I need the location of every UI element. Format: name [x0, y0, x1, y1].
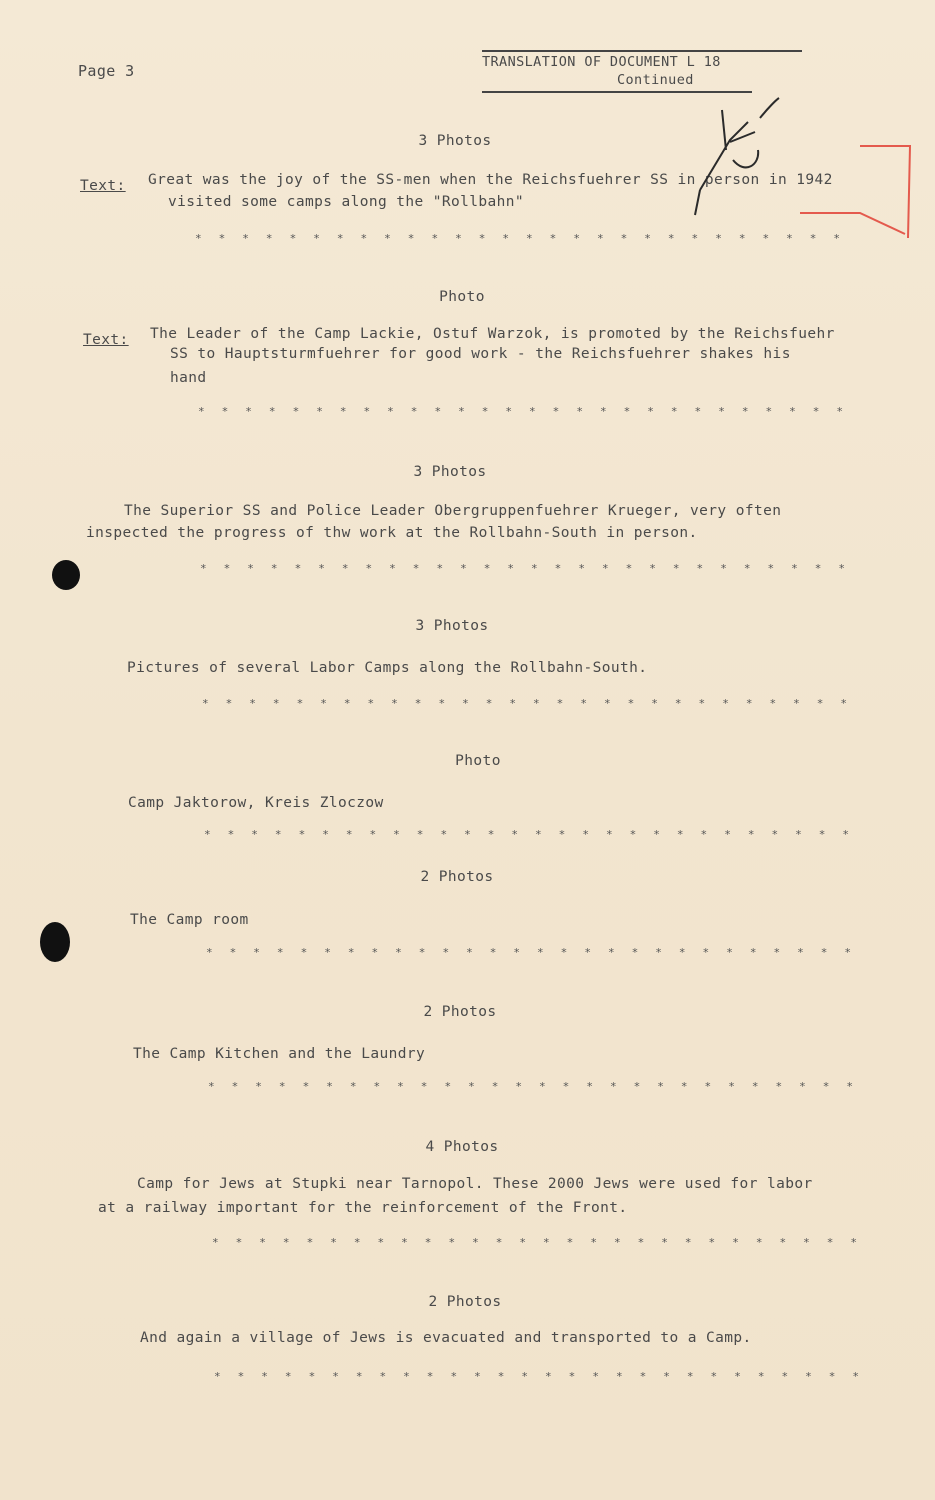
header-top-rule: [482, 50, 802, 52]
section-7-heading: 2 Photos: [423, 1004, 497, 1020]
section-7-line-1: The Camp Kitchen and the Laundry: [133, 1046, 426, 1062]
section-5-heading: Photo: [455, 753, 501, 769]
section-4-line-1: Pictures of several Labor Camps along the Rollbahn-South.: [127, 660, 648, 676]
section-1-heading: 3 Photos: [418, 133, 492, 149]
separator-6: * * * * * * * * * * * * * * * * * * * * * * * * * * * *: [206, 946, 857, 959]
section-3-heading: 3 Photos: [413, 464, 487, 480]
section-8-heading: 4 Photos: [425, 1139, 499, 1155]
separator-7: * * * * * * * * * * * * * * * * * * * * * * * * * * * *: [208, 1080, 859, 1093]
section-3-line-1: The Superior SS and Police Leader Obergruppenfuehrer Krueger, very often: [124, 503, 782, 519]
separator-3: * * * * * * * * * * * * * * * * * * * * * * * * * * * *: [200, 562, 851, 575]
section-4-heading: 3 Photos: [415, 618, 489, 634]
section-9-heading: 2 Photos: [428, 1294, 502, 1310]
section-1-label: Text:: [80, 178, 126, 194]
section-2-line-3: hand: [170, 370, 207, 386]
separator-8: * * * * * * * * * * * * * * * * * * * * * * * * * * * *: [212, 1236, 863, 1249]
header-bottom-rule: [482, 91, 752, 93]
section-8-line-2: at a railway important for the reinforcement of the Front.: [98, 1200, 628, 1216]
section-1-line-2: visited some camps along the "Rollbahn": [168, 194, 525, 210]
section-6-heading: 2 Photos: [420, 869, 494, 885]
separator-5: * * * * * * * * * * * * * * * * * * * * * * * * * * * *: [204, 828, 855, 841]
page-number: Page 3: [78, 62, 135, 80]
separator-1: * * * * * * * * * * * * * * * * * * * * * * * * * * * *: [195, 232, 846, 245]
document-title: TRANSLATION OF DOCUMENT L 18: [482, 54, 721, 70]
section-3-line-2: inspected the progress of thw work at the Rollbahn-South in person.: [86, 525, 698, 541]
section-1-line-1: Great was the joy of the SS-men when the Reichsfuehrer SS in person in 1942: [148, 172, 833, 188]
separator-2: * * * * * * * * * * * * * * * * * * * * * * * * * * * *: [198, 405, 849, 418]
section-2-heading: Photo: [439, 289, 485, 305]
section-2-line-1: The Leader of the Camp Lackie, Ostuf Warzok, is promoted by the Reichsfuehr: [150, 326, 835, 342]
section-5-line-1: Camp Jaktorow, Kreis Zloczow: [128, 795, 384, 811]
punch-hole-lower: [40, 922, 70, 962]
punch-hole-upper: [52, 560, 80, 590]
section-2-label: Text:: [83, 332, 129, 348]
document-subtitle: Continued: [617, 72, 694, 88]
section-9-line-1: And again a village of Jews is evacuated and transported to a Camp.: [140, 1330, 752, 1346]
section-8-line-1: Camp for Jews at Stupki near Tarnopol. These 2000 Jews were used for labor: [137, 1176, 813, 1192]
separator-9: * * * * * * * * * * * * * * * * * * * * * * * * * * * *: [214, 1370, 865, 1383]
section-2-line-2: SS to Hauptsturmfuehrer for good work - the Reichsfuehrer shakes his: [170, 346, 791, 362]
separator-4: * * * * * * * * * * * * * * * * * * * * * * * * * * * *: [202, 697, 853, 710]
section-6-line-1: The Camp room: [130, 912, 249, 928]
